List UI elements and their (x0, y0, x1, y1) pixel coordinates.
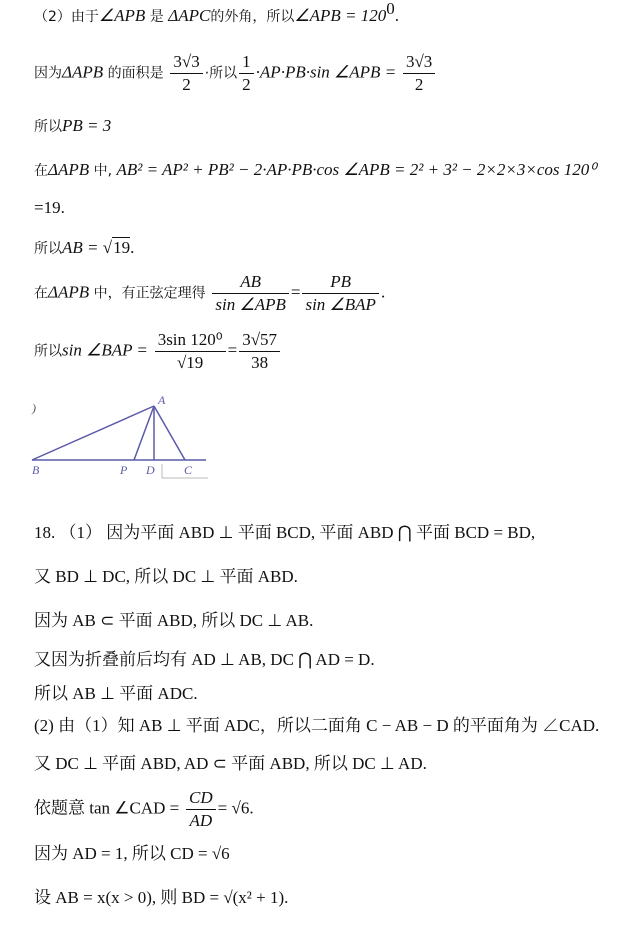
p2-line-5: =19. (34, 198, 65, 217)
p2-line-8: 所以sin ∠BAP = $\frac{\text{3sin 120⁰}}{√19}$ = $\frac{3√57}{38}$ (34, 330, 282, 373)
side-ab (32, 406, 154, 460)
fraction: $\frac{3√3}{2}$ (403, 52, 435, 95)
q18-line-9: 因为 AD = 1, 所以 CD = √6 (34, 844, 230, 863)
p2-line-4: 在ΔAPB 中, AB² = AP² + PB² − 2·AP·PB·cos ∠APB = 2² + 3² − 2×2×3×cos 120⁰ (34, 160, 597, 179)
side-ac (154, 406, 185, 460)
p2-line-1: （2）由于∠APB 是 ΔAPC的外角，所以∠APB = $120^0$. (34, 0, 399, 25)
fraction: $\frac{CD}{AD}$ (186, 788, 216, 831)
fraction: $\frac{\text{3sin 120⁰}}{√19}$ (155, 330, 226, 373)
p2-line-3: 所以PB = 3 (34, 116, 112, 135)
q18-line-10: 设 AB = x(x > 0), 则 BD = √(x² + 1). (34, 888, 289, 907)
label-p: P (120, 463, 128, 477)
fraction: $\frac{PB}{\text{sin ∠BAP}}$ (302, 272, 378, 315)
triangle-figure (28, 392, 218, 484)
label-a: A (158, 393, 166, 407)
label-c: C (184, 463, 193, 477)
label-b: B (32, 463, 40, 477)
label-d: D (146, 463, 155, 477)
p2-line-2: 因为ΔAPB 的面积是 $\frac{3√3}{2}$ ·所以 $\frac{1}{2}$ ·AP·PB·sin ∠APB = $\frac{3√3}{2}$ (34, 52, 437, 95)
q18-line-4: 又因为折叠前后均有 AD ⊥ AB, DC ⋂ AD = D. (34, 650, 375, 669)
q18-line-2: 又 BD ⊥ DC, 所以 DC ⊥ 平面 ABD. (34, 567, 298, 586)
q18-line-6: (2) 由（1）知 AB ⊥ 平面 ADC，所以二面角 C − AB − D 的平面角为 ∠CAD. (34, 716, 600, 735)
q18-line-3: 因为 AB ⊂ 平面 ABD, 所以 DC ⊥ AB. (34, 611, 314, 630)
q18-line-1: 18. （1） 因为平面 ABD ⊥ 平面 BCD, 平面 ABD ⋂ 平面 BCD = BD, (34, 523, 536, 542)
fraction: $\frac{1}{2}$ (239, 52, 254, 95)
q18-line-8: 依题意 tan ∠CAD = $\frac{CD}{AD}$ = √6. (34, 788, 254, 830)
fraction: $\frac{AB}{\text{sin ∠APB}}$ (212, 272, 288, 315)
p2-line-7: 在ΔAPB 中，有正弦定理得 $\frac{AB}{\text{sin ∠APB}}$ = $\frac{PB}{\text{sin ∠BAP}}$ . (34, 272, 386, 314)
fraction: $\frac{3√3}{2}$ (170, 52, 202, 95)
stray-mark: ) (32, 401, 36, 415)
q18-line-5: 所以 AB ⊥ 平面 ADC. (34, 684, 198, 703)
fraction: $\frac{3√57}{38}$ (239, 330, 280, 373)
q18-line-7: 又 DC ⊥ 平面 ABD, AD ⊂ 平面 ABD, 所以 DC ⊥ AD. (34, 754, 427, 773)
p2-line-6: 所以AB = √19. (34, 238, 135, 257)
